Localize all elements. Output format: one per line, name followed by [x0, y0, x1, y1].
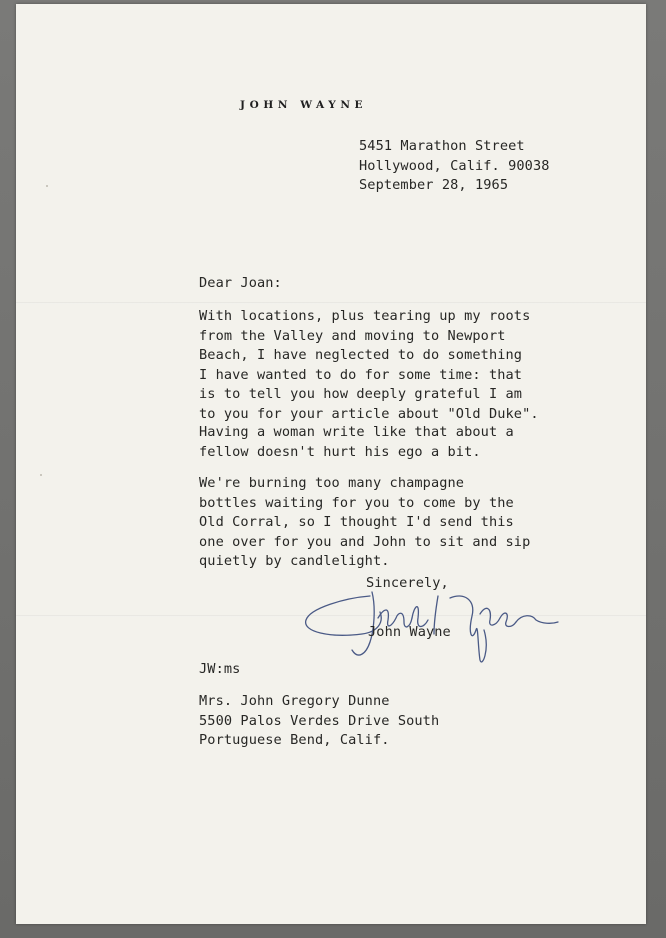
letterhead: JOHN WAYNE	[240, 99, 368, 111]
salutation: Dear Joan:	[199, 275, 282, 291]
fold-crease-upper	[16, 302, 646, 304]
recipient-city: Portuguese Bend, Calif.	[199, 732, 390, 748]
text-line: Old Corral, so I thought I'd send this	[199, 514, 514, 530]
text-line: With locations, plus tearing up my roots	[199, 308, 531, 324]
closing: Sincerely,	[366, 575, 449, 591]
recipient-address	[199, 692, 439, 751]
text-line: We're burning too many champagne	[199, 475, 465, 491]
paragraph-3	[199, 474, 530, 572]
text-line: one over for you and John to sit and sip	[199, 533, 531, 550]
signature-name: John Wayne	[368, 624, 451, 640]
paper-speck	[40, 474, 42, 476]
sender-address	[359, 137, 550, 196]
letter-sheet	[16, 4, 646, 924]
text-line: from the Valley and moving to Newport	[199, 327, 506, 344]
recipient-name: Mrs. John Gregory Dunne	[199, 693, 390, 709]
sender-city: Hollywood, Calif. 90038	[359, 157, 550, 174]
text-line: to you for your article about "Old Duke".	[199, 405, 539, 422]
sender-street: 5451 Marathon Street	[359, 138, 525, 154]
paragraph-2	[199, 423, 514, 462]
text-line: I have wanted to do for some time: that	[199, 366, 523, 383]
recipient-street: 5500 Palos Verdes Drive South	[199, 712, 440, 729]
paragraph-1	[199, 307, 539, 424]
text-line: Beach, I have neglected to do something	[199, 347, 523, 363]
text-line: is to tell you how deeply grateful I am	[199, 386, 523, 402]
text-line: quietly by candlelight.	[199, 553, 390, 569]
typist-initials: JW:ms	[199, 661, 241, 677]
text-line: bottles waiting for you to come by the	[199, 494, 514, 511]
text-line: Having a woman write like that about a	[199, 424, 514, 440]
letter-date: September 28, 1965	[359, 177, 509, 193]
text-line: fellow doesn't hurt his ego a bit.	[199, 443, 481, 460]
paper-speck	[46, 185, 48, 187]
